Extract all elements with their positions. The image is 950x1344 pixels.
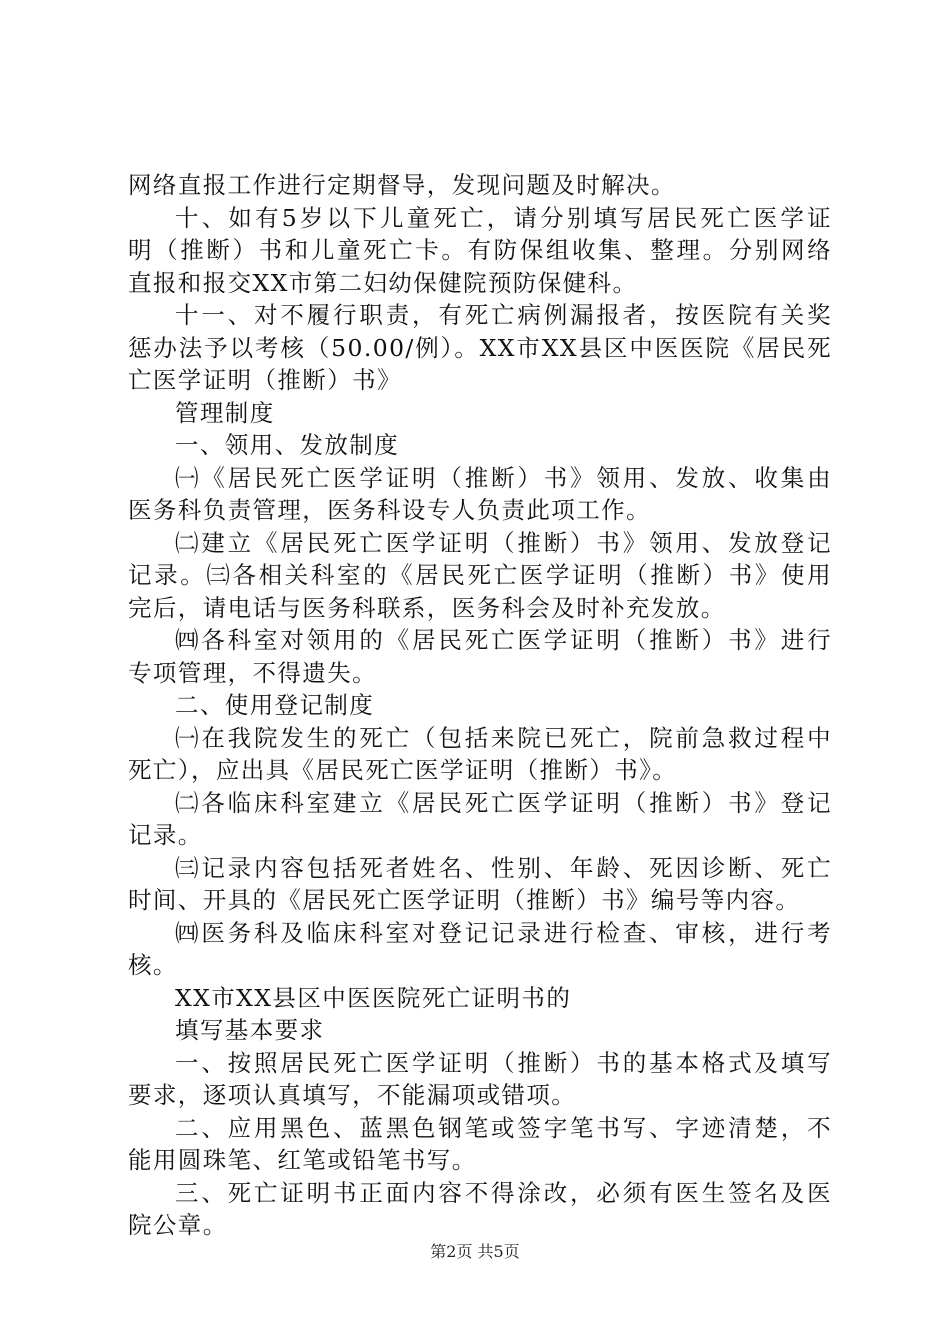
- text-line: 核。: [128, 951, 178, 979]
- text-line: 医务科负责管理，医务科设专人负责此项工作。: [128, 496, 651, 524]
- text-line: 直报和报交XX市第二妇幼保健院预防保健科。: [128, 268, 638, 297]
- text-line: 填写基本要求: [175, 1016, 325, 1044]
- text-line: 十、如有5岁以下儿童死亡，请分别填写居民死亡医学证: [175, 203, 832, 232]
- text-line: 二、应用黑色、蓝黑色钢笔或签字笔书写、字迹清楚，不: [175, 1113, 832, 1142]
- text-line: 能用圆珠笔、红笔或铅笔书写。: [128, 1146, 477, 1174]
- text-line: 死亡），应出具《居民死亡医学证明（推断）书》。: [128, 756, 678, 784]
- text-line: ㈠《居民死亡医学证明（推断）书》领用、发放、收集由: [175, 463, 832, 492]
- page-footer: 第2页 共5页: [430, 1242, 520, 1261]
- text-line: 网络直报工作进行定期督导，发现问题及时解决。: [128, 171, 676, 199]
- text-line: 亡医学证明（推断）书》: [128, 366, 402, 394]
- text-line: 十一、对不履行职责，有死亡病例漏报者，按医院有关奖: [175, 301, 832, 329]
- text-line: 明（推断）书和儿童死亡卡。有防保组收集、整理。分别网络: [128, 236, 832, 264]
- text-line: 惩办法予以考核（50.00/例）。XX市XX县区中医医院《居民死: [128, 333, 832, 362]
- text-line: 三、死亡证明书正面内容不得涂改，必须有医生签名及医: [175, 1178, 832, 1207]
- text-line: ㈠在我院发生的死亡（包括来院已死亡，院前急救过程中: [175, 723, 832, 752]
- text-line: 要求，逐项认真填写，不能漏项或错项。: [128, 1081, 577, 1109]
- text-line: 记录。: [128, 821, 203, 849]
- text-line: ㈢记录内容包括死者姓名、性别、年龄、死因诊断、死亡: [175, 853, 832, 882]
- text-line: ㈡各临床科室建立《居民死亡医学证明（推断）书》登记: [175, 788, 832, 817]
- text-line: XX市XX县区中医医院死亡证明书的: [175, 983, 572, 1012]
- text-line: 管理制度: [175, 398, 275, 427]
- text-line: ㈡建立《居民死亡医学证明（推断）书》领用、发放登记: [175, 528, 832, 557]
- text-line: 完后，请电话与医务科联系，医务科会及时补充发放。: [128, 593, 726, 622]
- document-body: [128, 169, 832, 1242]
- text-line: ㈣各科室对领用的《居民死亡医学证明（推断）书》进行: [175, 626, 832, 654]
- text-line: 二、使用登记制度: [175, 691, 375, 719]
- text-line: ㈣医务科及临床科室对登记记录进行检查、审核，进行考: [175, 918, 832, 947]
- text-line: 一、按照居民死亡医学证明（推断）书的基本格式及填写: [175, 1048, 832, 1077]
- text-line: 院公章。: [128, 1211, 228, 1239]
- text-line: 专项管理，不得遗失。: [128, 658, 377, 687]
- text-line: 时间、开具的《居民死亡医学证明（推断）书》编号等内容。: [128, 886, 801, 914]
- text-line: 一、领用、发放制度: [175, 431, 400, 459]
- text-line: 记录。㈢各相关科室的《居民死亡医学证明（推断）书》使用: [128, 561, 832, 589]
